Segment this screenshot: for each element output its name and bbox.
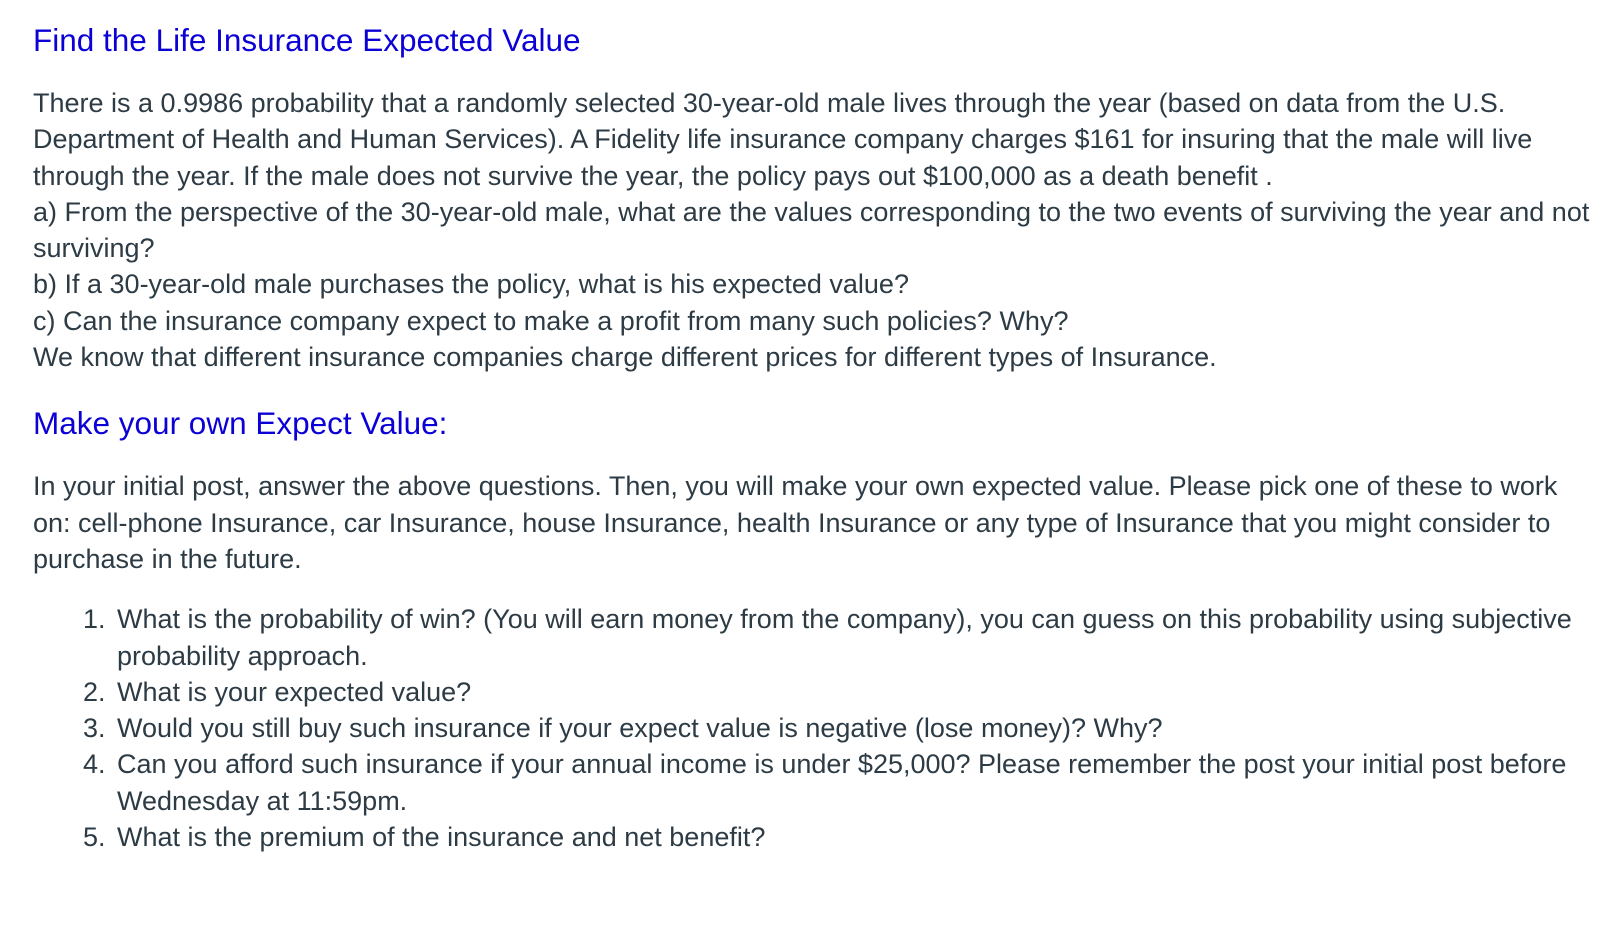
list-item: 3. Would you still buy such insurance if your expect value is negative (lose money)? Why? — [113, 710, 1593, 746]
list-item: 2. What is your expected value? — [113, 674, 1593, 710]
list-item: 4. Can you afford such insurance if your annual income is under $25,000? Please remember the post your initial post before Wednesday at 11:59pm. — [113, 746, 1593, 819]
list-item: 5. What is the premium of the insurance and net benefit? — [113, 819, 1593, 855]
list-item: 1. What is the probability of win? (You will earn money from the company), you can guess on this probability using subjective probability approach. — [113, 601, 1593, 674]
closing-note: We know that different insurance companies charge different prices for different types of Insurance. — [33, 342, 1217, 373]
page-content — [33, 18, 1593, 855]
section-title-life-insurance: Find the Life Insurance Expected Value — [33, 22, 581, 58]
task-list — [33, 601, 1593, 855]
problem-paragraph: There is a 0.9986 probability that a randomly selected 30-year-old male lives through the year (based on data from the U.S. Department of Health and Human Services). A Fidelity life insurance company charges $161 for insuring that the male will live through the year. If the male does not survive the year, the policy pays out $100,000 as a death benefit . — [33, 88, 1533, 191]
question-b: b) If a 30-year-old male purchases the policy, what is his expected value? — [33, 269, 909, 300]
question-c: c) Can the insurance company expect to make a profit from many such policies? Why? — [33, 305, 1069, 336]
question-a: a) From the perspective of the 30-year-old male, what are the values corresponding to the two events of surviving the year and not surviving? — [33, 196, 1590, 264]
section-title-make-your-own: Make your own Expect Value: — [33, 405, 448, 442]
instructions-paragraph: In your initial post, answer the above questions. Then, you will make your own expected value. Please pick one of these to work on: cell-phone Insurance, car Insurance, house Insurance, health Insurance or any type of Insurance that you might consider to purchase in the future. — [33, 471, 1558, 574]
